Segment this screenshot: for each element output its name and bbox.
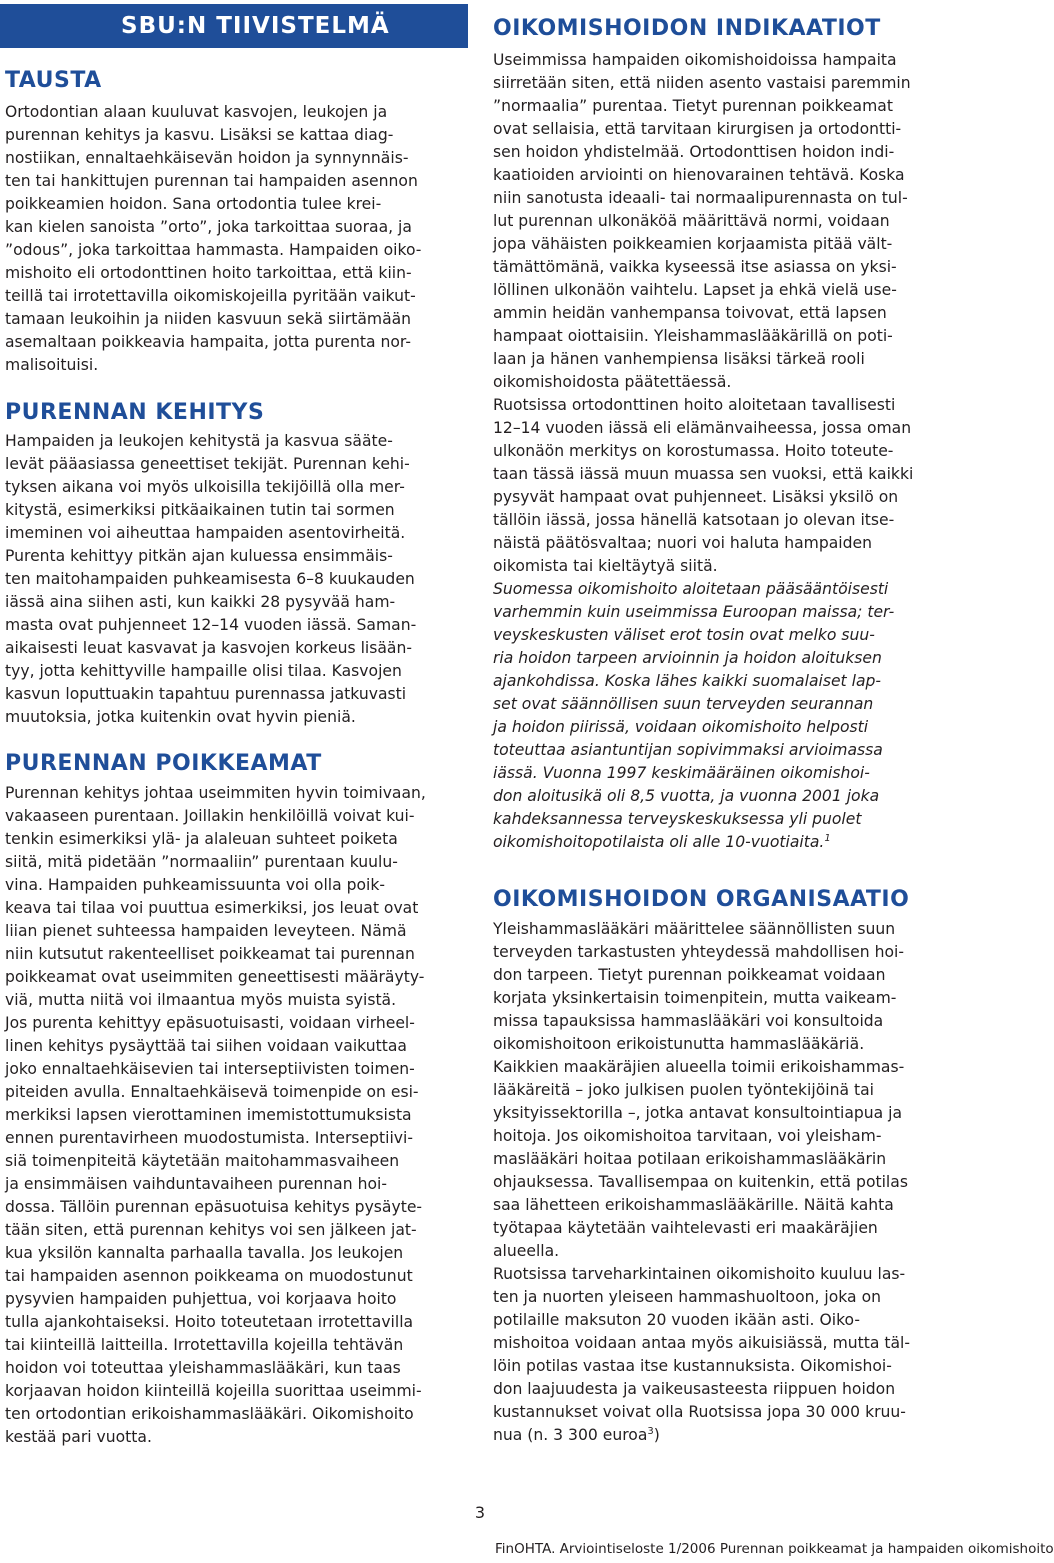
page-number: 3 xyxy=(474,1503,486,1522)
section-italic-finland-note xyxy=(493,578,955,854)
banner-title: SBU:N TIIVISTELMÄ xyxy=(121,13,390,39)
section-heading-tausta: TAUSTA xyxy=(5,68,102,93)
organisaatio-text: Yleishammaslääkäri määrittelee säännöllisten suun terveyden tarkastusten yhteydessä mahdollisen hoi- don tarpeen. Tietyt purennan poikkeamat voidaan korjata yksinkertaisin toimenpitein, mutta vaikeam- missa tapauksissa hammaslääkäri voi konsultoida oikomishoitoon erikoistunutta hammaslääkäriä. Kaikkien maakäräjien alueella toimii erikoishammas- lääkäreitä – joko julkisen puolen työntekijöinä tai yksityissektorilla –, jotka antavat konsultointiapua ja hoitoja. Jos oikomishoitoa tarvitaan, voi yleisham- maslääkäri hoitaa potilaan erikoishammaslääkärin ohjauksessa. Tavallisempaa on kuitenkin, että potilas saa lähetteen erikoishammaslääkärille. Näitä kahta työtapaa käytetään vaihtelevasti eri maakäräjien alueella. Ruotsissa tarveharkintainen oikomishoito kuuluu las- ten ja nuorten yleiseen hammashuoltoon, joka on potilaille maksuton 20 vuoden ikään asti. Oiko- mishoitoa voidaan antaa myös aikuisiässä, mutta täl- löin potilas vastaa itse kustannuksista. Oikomishoi- don laajuudesta ja vaikeusasteesta riippuen hoidon kustannukset voivat olla Ruotsissa jopa 30 000 kruu- nua (n. 3 300 euroa xyxy=(493,920,911,1444)
section-heading-organisaatio: OIKOMISHOIDON ORGANISAATIO xyxy=(493,887,910,912)
section-body-indikaatiot xyxy=(493,49,955,854)
section-text-purennan-kehitys: Hampaiden ja leukojen kehitystä ja kasvua sääte- levät pääasiassa geneettiset tekijät. Purennan kehi- tyksen aikana voi myös ulkoisilla tekijöillä olla mer- kitystä, esimerkiksi pitkäaikainen tutin tai sormen imeminen voi aiheuttaa hampaiden asentovirheitä. Purenta kehittyy pitkän ajan kuluessa ensimmäis- ten maitohampaiden puhkeamisesta 6–8 kuukauden iässä aina siihen asti, kun kaikki 28 pysyvää ham- masta ovat puhjenneet 12–14 vuoden iässä. Saman- aikaisesti leuat kasvavat ja kasvojen korkeus lisään- tyy, jotta kehittyville hampaille olisi tilaa. Kasvojen kasvun loputtuakin tapahtuu purennassa jatkuvasti muutoksia, jotka kuitenkin ovat hyvin pieniä. xyxy=(5,432,417,726)
summary-banner xyxy=(0,4,468,48)
section-text-tausta: Ortodontian alaan kuuluvat kasvojen, leukojen ja purennan kehitys ja kasvu. Lisäksi se kattaa diag- nostiikan, ennaltaehkäisevän hoidon ja synnynnäis- ten tai hankittujen purennan tai hampaiden asennon poikkeamien hoidon. Sana ortodontia tulee krei- kan kielen sanoista ”orto”, joka tarkoittaa suoraa, ja ”odous”, joka tarkoittaa hammasta. Hampaiden oiko- mishoito eli ortodonttinen hoito tarkoittaa, että kiin- teillä tai irrotettavilla oikomiskojeilla pyritään vaikut- tamaan leukoihin ja niiden kasvuun sekä siirtämään asemaltaan poikkeavia hampaita, jotta purenta nor- malisoituisi. xyxy=(5,103,422,374)
page-footer: FinOHTA. Arviointiseloste 1/2006 Purennan poikkeamat ja hampaiden oikomishoito xyxy=(495,1541,1054,1557)
organisaatio-text-end: ) xyxy=(653,1426,660,1444)
reference-marker: 3 xyxy=(647,1425,654,1437)
section-heading-indikaatiot: OIKOMISHOIDON INDIKAATIOT xyxy=(493,16,881,41)
reference-marker: 1 xyxy=(824,832,831,844)
finland-note-text: Suomessa oikomishoito aloitetaan pääsääntöisesti varhemmin kuin useimmissa Euroopan maissa; ter- veyskeskusten väliset erot tosin ovat melko suu- ria hoidon tarpeen arvioinnin ja hoidon aloituksen ajankohdissa. Koska lähes kaikki suomalaiset lap- set ovat säännöllisen suun terveyden seurannan ja hoidon piirissä, voidaan oikomishoito helposti toteuttaa asiantuntijan sopivimmaksi arvioimassa iässä. Vuonna 1997 keskimääräinen oikomishoi- don aloitusikä oli 8,5 vuotta, ja vuonna 2001 joka kahdeksannessa terveyskeskuksessa yli puolet oikomishoitopotilaista oli alle 10-vuotiaita. xyxy=(493,580,895,851)
section-text-purennan-poikkeamat: Purennan kehitys johtaa useimmiten hyvin toimivaan, vakaaseen purentaan. Joillakin henkilöillä voivat kui- tenkin esimerkiksi ylä- ja alaleuan suhteet poiketa siitä, mitä pidetään ”normaaliin” purentaan kuulu- vina. Hampaiden puhkeamissuunta voi olla poik- keava tai tilaa voi puuttua esimerkiksi, jos leuat ovat liian pienet suhteessa hampaiden leveyteen. Nämä niin kutsutut rakenteelliset poikkeamat tai purennan poikkeamat ovat useimmiten geneettisesti määräyty- viä, mutta niitä voi ilmaantua myös muista syistä. Jos purenta kehittyy epäsuotuisasti, voidaan virheel- linen kehitys pysäyttää tai siihen voidaan vaikuttaa joko ennaltaehkäisevien tai interseptiivisten toimen- piteiden avulla. Ennaltaehkäisevä toimenpide on esi- merkiksi lapsen vierottaminen imemistottumuksista ennen purentavirheen muodostumista. Interseptiivi- siä toimenpiteitä käytetään maitohammasvaiheen ja ensimmäisen vaihduntavaiheen purennan hoi- dossa. Tällöin purennan epäsuotuisa kehitys pysäyte- tään siten, että purennan kehitys voi sen jälkeen jat- kua yksilön kannalta parhaalla tavalla. Jos leukojen tai hampaiden asennon poikkeama on muodostunut pysyvien hampaiden puhjettua, voi korjaava hoito tulla ajankohtaiseksi. Hoito toteutetaan irrotettavilla tai kiinteillä laitteilla. Irrotettavilla kojeilla tehtävän hoidon voi toteuttaa yleishammaslääkäri, kun taas korjaavan hoidon kiinteillä kojeilla suorittaa useimmi- ten ortodontian erikoishammaslääkäri. Oikomishoito kestää pari vuotta. xyxy=(5,784,426,1446)
section-heading-purennan-kehitys: PURENNAN KEHITYS xyxy=(5,400,265,425)
section-text-indikaatiot: Useimmissa hampaiden oikomishoidoissa hampaita siirretään siten, että niiden asento vastaisi paremmin ”normaalia” purentaa. Tietyt purennan poikkeamat ovat sellaisia, että tarvitaan kirurgisen ja ortodontti- sen hoidon yhdistelmää. Ortodonttisen hoidon indi- kaatioiden arviointi on hienovarainen tehtävä. Koska niin sanotusta ideaali- tai normaalipurennasta on tul- lut purennan ulkonäköä määrittävä normi, voidaan jopa vähäisten poikkeamien korjaamista pitää vält- tämättömänä, vaikka kyseessä itse asiassa on yksi- löllinen ulkonäön vaihtelu. Lapset ja ehkä vielä use- ammin heidän vanhempansa toivovat, että lapsen hampaat oiottaisiin. Yleishammaslääkärillä on poti- laan ja hänen vanhempiensa lisäksi tärkeä rooli oikomishoidosta päätettäessä. Ruotsissa ortodonttinen hoito aloitetaan tavallisesti 12–14 vuoden iässä eli elämänvaiheessa, jossa oman ulkonäön merkitys on korostumassa. Hoito toteute- taan tässä iässä muun muassa sen vuoksi, että kaikki pysyvät hampaat ovat puhjenneet. Lisäksi yksilö on tällöin iässä, jossa hänellä katsotaan jo olevan itse- näistä päätösvaltaa; nuori voi haluta hampaiden oikomista tai kieltäytyä siitä. xyxy=(493,51,914,575)
section-text-organisaatio xyxy=(493,918,955,1447)
section-heading-purennan-poikkeamat: PURENNAN POIKKEAMAT xyxy=(5,751,322,776)
